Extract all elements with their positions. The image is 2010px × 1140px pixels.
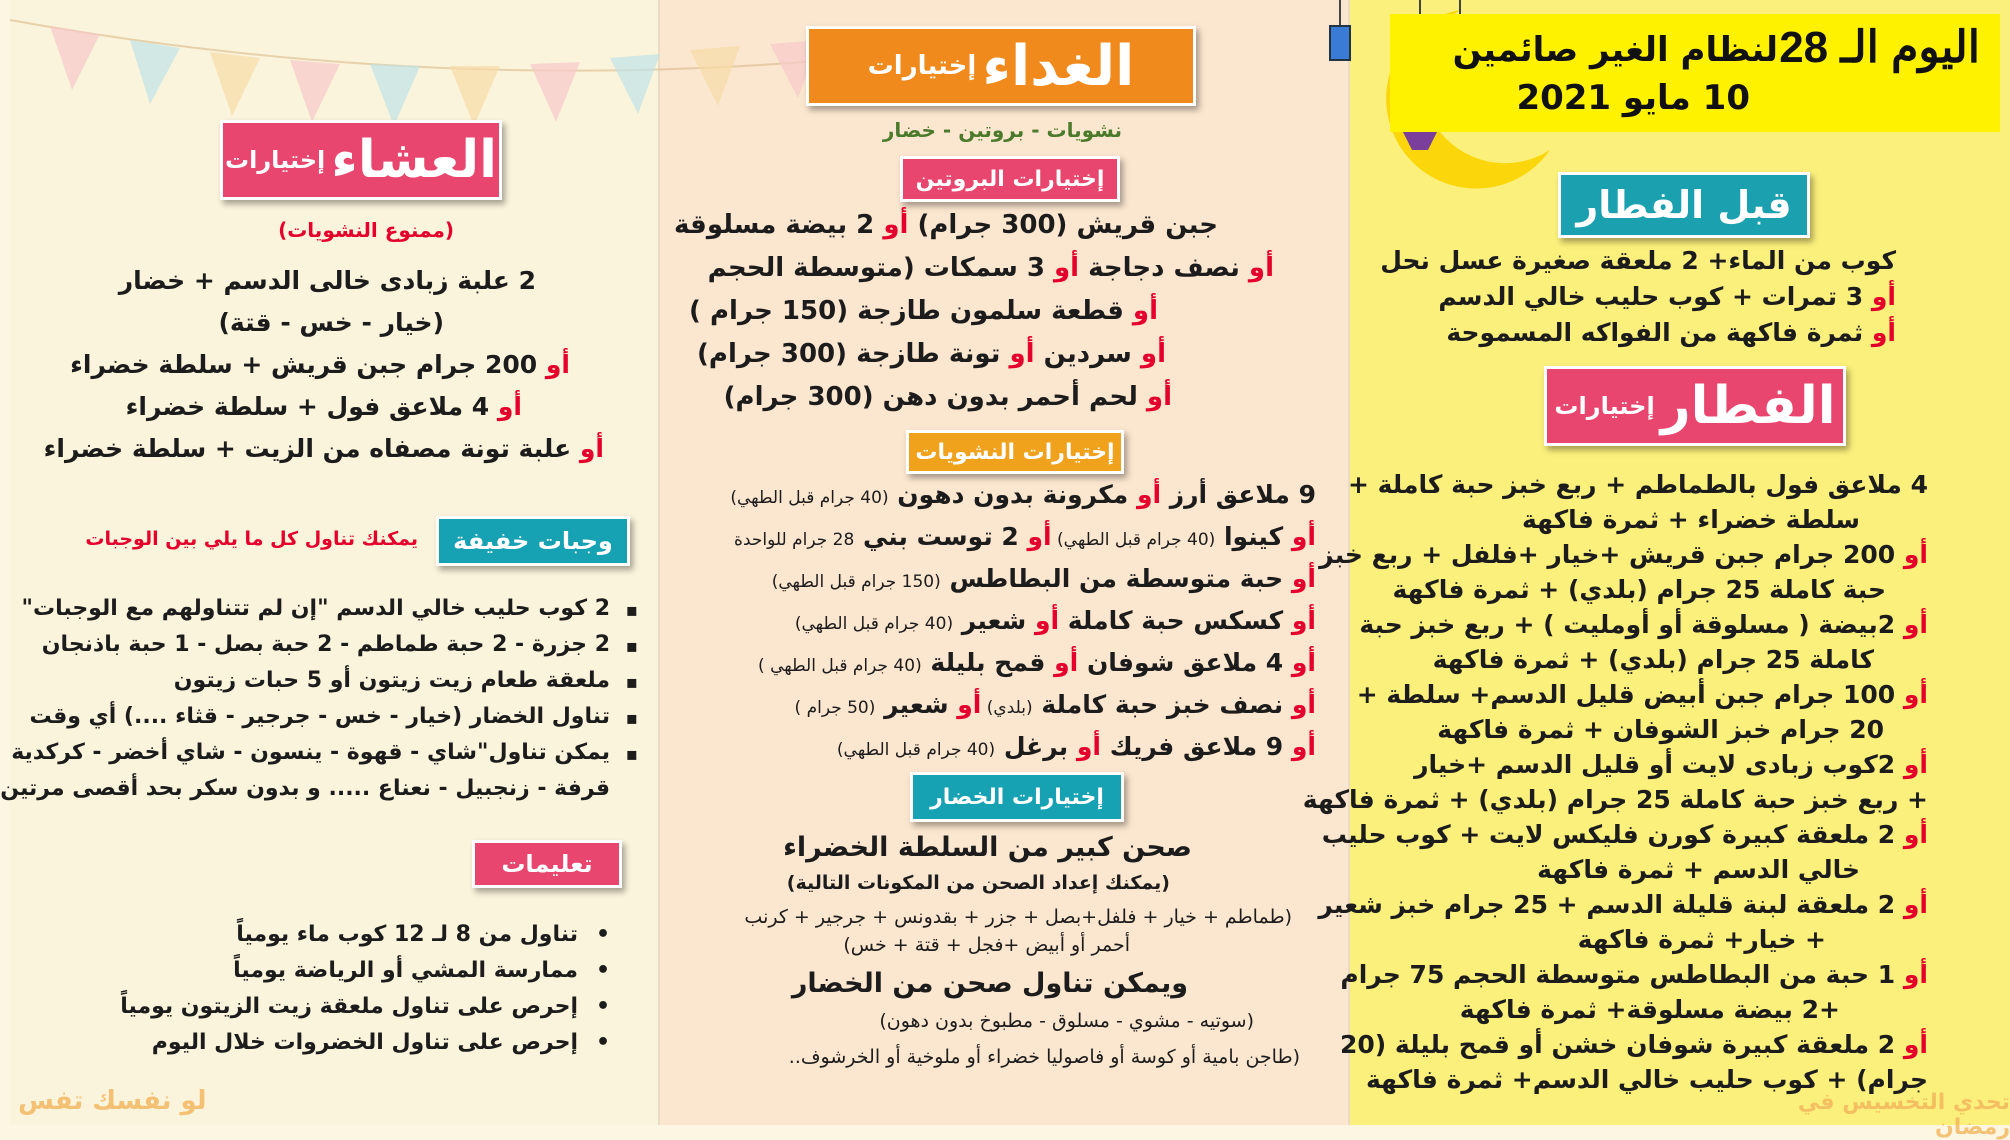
line-text-2: 2 توست بني (854, 522, 1019, 551)
breakfast-banner (1544, 366, 1846, 446)
date-label: 10 مايو 2021 (1516, 78, 1750, 118)
veg-items-2: أحمر أو أبيض +فجل + قتة + خس) (843, 934, 1130, 956)
instructions-title: تعليمات (501, 850, 593, 878)
instruction-item: • إحرص على تناول ملعقة زيت الزيتون يومياً (120, 994, 578, 1019)
dinner-line (218, 308, 444, 337)
or-label: أو (1283, 522, 1316, 551)
snack-item: ▪ 2 كوب حليب خالي الدسم "إن لم تتناولهم مع الوجبات" (22, 596, 610, 621)
line-text: 4 ملاعق فول بالطماطم + ربع خبز حبة كاملة + (1347, 470, 1928, 499)
line-text: 200 جرام جبن قريش +خيار +فلفل + ربع خبز (1319, 540, 1896, 569)
or-label: أو (489, 392, 522, 421)
line-text: 2 ملعقة كبيرة كورن فليكس لايت + كوب حليب (1321, 820, 1896, 849)
carbs-line (758, 648, 1316, 677)
line-text: قطعة سلمون طازجة (150 جرام ) (689, 296, 1124, 326)
breakfast-line (1433, 645, 1874, 674)
or-label: أو (1895, 680, 1928, 709)
line-text-2: قمح بليلة (921, 648, 1046, 677)
or-label: أو (874, 210, 909, 240)
veg-items-1: (طماطم + خيار + فلفل+بصل + جزر + بقدونس + جرجير + كرنب (744, 906, 1292, 928)
line-text: (خيار - خس - قتة) (218, 308, 444, 337)
breakfast-line (1348, 470, 1928, 499)
line-note: (40 جرام قبل الطهي) (836, 740, 996, 760)
veg-sub-2: (سوتيه - مشوي - مسلوق - مطبوخ بدون دهون) (879, 1010, 1254, 1032)
line-text-2: تونة طازجة (300 جرام) (697, 339, 1001, 369)
line-text: حبة كاملة 25 جرام (بلدي) + ثمرة فاكهة (1392, 575, 1886, 604)
snacks-hint: يمكنك تناول كل ما يلي بين الوجبات (85, 528, 418, 550)
snack-item: ▪ ملعقة طعام زيت زيتون أو 5 حبات زيتون (174, 668, 610, 693)
line-text-2: مكرونة بدون دهون (888, 480, 1129, 509)
or-label: أو (1895, 610, 1928, 639)
line-text: سردين (1034, 339, 1132, 369)
or-label: أو (1895, 890, 1928, 919)
line-text-2: شعير (953, 606, 1027, 635)
instructions-watermark: لو نفسك تفس (18, 1086, 207, 1116)
breakfast-line (1357, 680, 1928, 709)
breakfast-line (1303, 785, 1928, 814)
line-text: خالي الدسم + ثمرة فاكهة (1537, 855, 1860, 884)
line-text: ثمرة فاكهة من الفواكه المسموحة (1446, 318, 1864, 347)
carbs-line (795, 690, 1316, 719)
or-label: أو (1895, 1030, 1928, 1059)
protein-line (724, 382, 1172, 412)
dinner-note: (ممنوع النشويات) (278, 218, 454, 242)
line-text: + ربع خبز حبة كاملة 25 جرام (بلدي) + ثمرة فاكهة (1302, 785, 1928, 814)
carbs-line (730, 480, 1316, 509)
dinner-line (119, 266, 536, 295)
protein-banner (900, 156, 1120, 202)
line-text: كوب من الماء+ 2 ملعقة صغيرة عسل نحل (1380, 246, 1896, 275)
line-text: جبن قريش (300 جرام) (908, 210, 1218, 240)
or-label: أو (1895, 960, 1928, 989)
breakfast-line (1414, 750, 1928, 779)
or-label: أو (1131, 339, 1166, 369)
day-title: اليوم الـ 28 (1779, 23, 1980, 72)
line-text: 4 ملاعق شوفان (1078, 648, 1284, 677)
or-label: أو (1863, 282, 1896, 311)
carbs-line (795, 606, 1316, 635)
dinner-banner (220, 120, 502, 200)
carbs-title: إختيارات النشويات (915, 439, 1115, 465)
line-text: 200 جرام جبن قريش + سلطة خضراء (70, 350, 538, 379)
or-label: أو (1863, 318, 1896, 347)
instruction-item: • إحرص على تناول الخضروات خلال اليوم (152, 1030, 578, 1055)
dinner-line (44, 434, 604, 463)
line-text: حبة متوسطة من البطاطس (940, 564, 1284, 593)
or-label: أو (1283, 732, 1316, 761)
or-label: أو (1895, 820, 1928, 849)
line-text: كينوا (1215, 522, 1284, 551)
line-note: (40 جرام قبل الطهي) (730, 488, 889, 508)
breakfast-line (1359, 610, 1928, 639)
line-text: 20 جرام خبز الشوفان + ثمرة فاكهة (1437, 715, 1884, 744)
line-note: (40 جرام قبل الطهي ) (758, 656, 922, 676)
carbs-line (772, 564, 1316, 593)
line-note: 28 جرام للواحدة (734, 530, 855, 550)
breakfast-line (1460, 995, 1840, 1024)
line-text: 2 ملعقة لبنة قليلة الدسم + 25 جرام خبز شعير (1318, 890, 1896, 919)
line-text: 3 تمرات + كوب حليب خالي الدسم (1438, 282, 1864, 311)
instruction-item: • تناول من 8 لـ 12 كوب ماء يومياً (236, 922, 578, 947)
snack-item: قرفة - زنجبيل - نعناع ..... و بدون سكر بحد أقصى مرتين (0, 776, 610, 801)
or-label: أو (1000, 339, 1035, 369)
line-note: (40 جرام قبل الطهي) (794, 614, 954, 634)
line-text: كاملة 25 جرام (بلدي) + ثمرة فاكهة (1432, 645, 1874, 674)
lunch-subtitle: نشويات - بروتين - خضار (882, 118, 1122, 142)
snack-item: ▪ 2 جزرة - 2 حبة طماطم - 2 حبة بصل - 1 حبة باذنجان (42, 632, 610, 657)
line-text: 2 علبة زبادى خالى الدسم + خضار (118, 266, 536, 295)
line-text: نصف دجاجة (1079, 253, 1240, 283)
lunch-title-big: الغداء (982, 33, 1135, 99)
or-label: أو (537, 350, 570, 379)
line-note: (150 جرام قبل الطهي) (771, 572, 941, 592)
line-text-2: 3 سمكات (متوسطة الحجم (707, 253, 1045, 283)
line-text: 2 ملعقة كبيرة شوفان خشن أو قمح بليلة (20 (1339, 1030, 1896, 1059)
line-text: 9 ملاعق فريك (1101, 732, 1284, 761)
snack-item: ▪ تناول الخضار (خيار - خس - جرجير - قثاء ....) أي وقت (30, 704, 610, 729)
snack-item: ▪ يمكن تناول"شاي - قهوة - ينسون - شاي أخضر - كركدية (11, 740, 610, 765)
snacks-banner (436, 516, 630, 566)
dinner-line (126, 392, 522, 421)
or-label: أو (1283, 648, 1316, 677)
breakfast-line (1319, 540, 1928, 569)
breakfast-title-big: الفطار (1660, 376, 1836, 436)
or-label: أو (1895, 750, 1928, 779)
or-label: أو (1044, 253, 1080, 283)
line-text: علبة تونة مصفاه من الزيت + سلطة خضراء (43, 434, 572, 463)
lunch-title-small: إختيارات (867, 51, 977, 81)
protein-line (708, 253, 1274, 283)
veg-title: إختيارات الخضار (930, 784, 1104, 810)
or-label: أو (571, 434, 604, 463)
or-label: أو (1026, 606, 1060, 635)
carbs-line (837, 732, 1316, 761)
veg-banner (910, 772, 1124, 822)
line-text: جرام) + كوب حليب خالي الدسم+ ثمرة فاكهة (1365, 1065, 1928, 1094)
before-iftar-banner (1558, 172, 1810, 238)
or-label: أو (1137, 382, 1172, 412)
or-label: أو (1239, 253, 1274, 283)
veg-sub: (يمكنك إعداد الصحن من المكونات التالية) (786, 872, 1170, 894)
before-iftar-line (1438, 282, 1896, 311)
or-label: أو (1018, 522, 1052, 551)
breakfast-line (1340, 1030, 1928, 1059)
line-text-2: 2 بيضة مسلوقة (674, 210, 875, 240)
line-text: 100 جرام جبن أبيض قليل الدسم+ سلطة + (1356, 680, 1896, 709)
line-text: 2بيضة ( مسلوقة أو أومليت ) + ربع خبز حبة (1359, 610, 1896, 639)
veg-heading: صحن كبير من السلطة الخضراء (783, 832, 1192, 863)
or-label: أو (948, 690, 982, 719)
instructions-banner (472, 840, 622, 888)
or-label: أو (1283, 690, 1316, 719)
or-label: أو (1045, 648, 1079, 677)
breakfast-line (1522, 505, 1860, 534)
or-label: أو (1895, 540, 1928, 569)
carbs-banner (906, 430, 1124, 474)
line-text-2: شعير (875, 690, 949, 719)
dinner-title-big: العشاء (331, 130, 498, 190)
line-text: كسكس حبة كاملة (1059, 606, 1284, 635)
protein-line (689, 296, 1158, 326)
line-text: 1 حبة من البطاطس متوسطة الحجم 75 جرام (1340, 960, 1896, 989)
line-text: سلطة خضراء + ثمرة فاكهة (1521, 505, 1860, 534)
line-text: نصف خبز حبة كاملة (1032, 690, 1284, 719)
dinner-title-small: إختيارات (224, 146, 326, 174)
breakfast-line (1578, 925, 1826, 954)
or-label: أو (1128, 480, 1162, 509)
breakfast-line (1537, 855, 1860, 884)
breakfast-line (1318, 890, 1928, 919)
line-text: 2كوب زبادى لايت أو قليل الدسم +خيار (1414, 750, 1896, 779)
line-note: (بلدي) (981, 698, 1033, 718)
protein-line (697, 339, 1166, 369)
breakfast-line (1340, 960, 1928, 989)
or-label: أو (1068, 732, 1101, 761)
line-text-2: برغل (995, 732, 1069, 761)
before-iftar-title: قبل الفطار (1576, 183, 1792, 227)
veg-sub-3: (طاجن بامية أو كوسة أو فاصوليا خضراء أو ملوخية أو الخرشوف.. (788, 1046, 1300, 1068)
dinner-line (70, 350, 570, 379)
breakfast-watermark: تحدي التخسيس في رمضان (1797, 1090, 2010, 1140)
before-iftar-line (1380, 246, 1896, 275)
carbs-line (734, 522, 1316, 551)
line-text: 4 ملاعق فول + سلطة خضراء (125, 392, 490, 421)
instruction-item: • ممارسة المشي أو الرياضة يومياً (233, 958, 578, 983)
line-text: لحم أحمر بدون دهن (300 جرام) (723, 382, 1138, 412)
breakfast-title-small: إختيارات (1554, 392, 1655, 420)
protein-title: إختيارات البروتين (915, 166, 1105, 192)
line-note: (50 جرام ) (794, 698, 876, 718)
breakfast-line (1437, 715, 1884, 744)
system-label: لنظام الغير صائمين (1452, 30, 1778, 70)
or-label: أو (1283, 606, 1316, 635)
lunch-banner (806, 26, 1196, 106)
line-text: +2 بيضة مسلوقة+ ثمرة فاكهة (1459, 995, 1840, 1024)
line-text: + خيار+ ثمرة فاكهة (1577, 925, 1826, 954)
breakfast-line (1322, 820, 1928, 849)
or-label: أو (1123, 296, 1158, 326)
before-iftar-line (1446, 318, 1896, 347)
breakfast-line (1392, 575, 1886, 604)
or-label: أو (1283, 564, 1316, 593)
snacks-title: وجبات خفيفة (453, 527, 613, 555)
line-text: 9 ملاعق أرز (1161, 480, 1316, 509)
line-note: (40 جرام قبل الطهي) (1051, 530, 1216, 550)
veg-heading-2: ويمكن تناول صحن من الخضار (791, 968, 1188, 999)
protein-line (674, 210, 1218, 240)
